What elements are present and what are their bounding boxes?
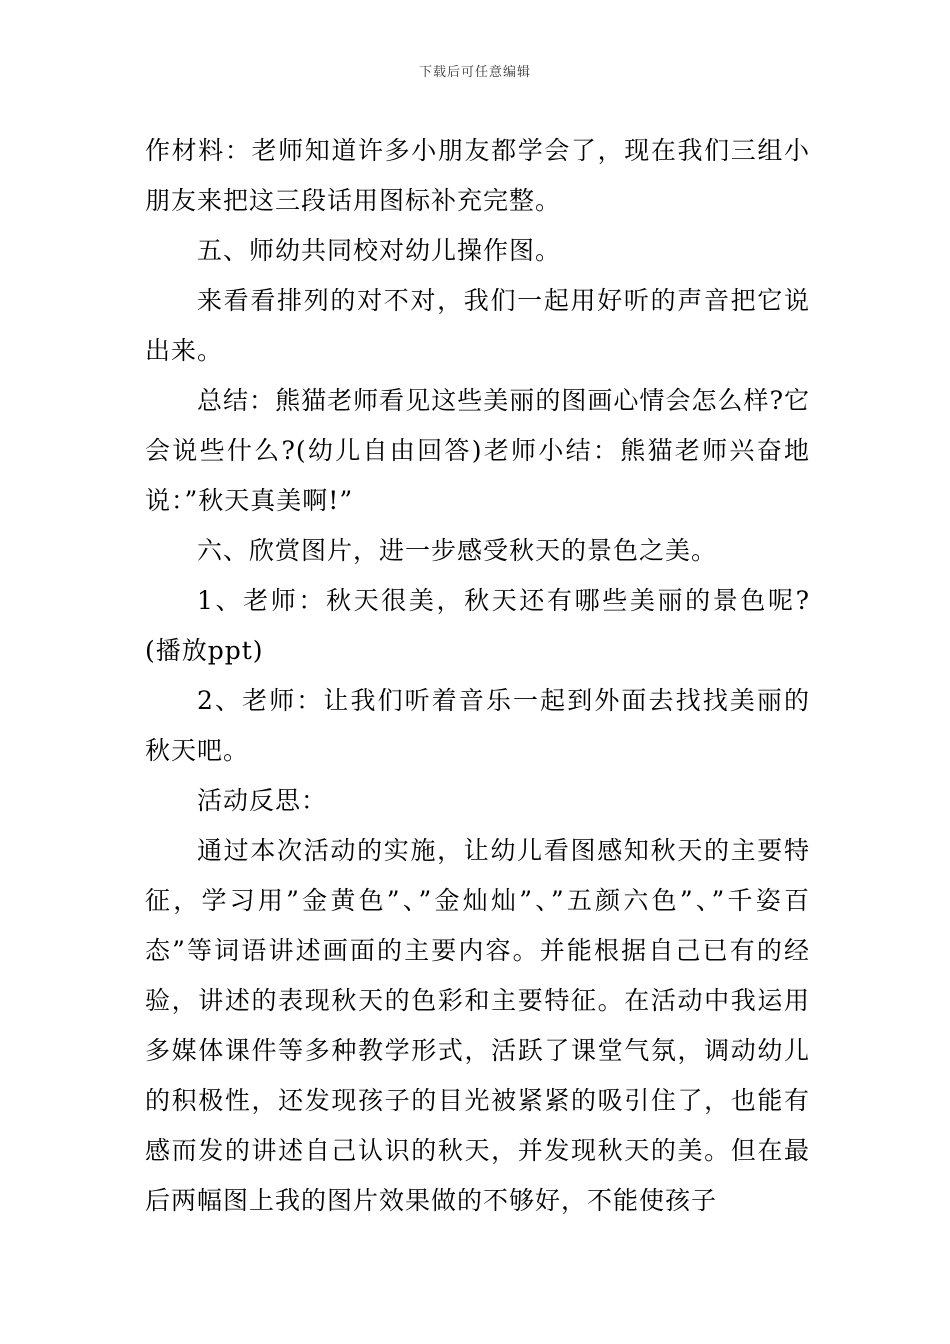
- paragraph-7: 2、老师：让我们听着音乐一起到外面去找找美丽的秋天吧。: [145, 686, 810, 765]
- paragraph-6: 1、老师：秋天很美，秋天还有哪些美丽的景色呢?(播放ppt): [145, 586, 810, 665]
- paragraph-1: 作材料：老师知道许多小朋友都学会了，现在我们三组小朋友来把这三段话用图标补充完整。: [145, 136, 810, 215]
- paragraph-2: 五、师幼共同校对幼儿操作图。: [197, 236, 562, 265]
- paragraph-4: 总结：熊猫老师看见这些美丽的图画心情会怎么样?它会说些什么?(幼儿自由回答)老师小结：熊猫老师兴奋地说：”秋天真美啊!”: [145, 386, 810, 515]
- document-body: [145, 126, 810, 1226]
- paragraph-5: 六、欣赏图片，进一步感受秋天的景色之美。: [197, 536, 718, 565]
- paragraph-3: 来看看排列的对不对，我们一起用好听的声音把它说出来。: [145, 286, 810, 365]
- paragraph-8: 活动反思：: [197, 786, 328, 815]
- page-header-note: 下载后可任意编辑: [418, 65, 531, 80]
- paragraph-9: 通过本次活动的实施，让幼儿看图感知秋天的主要特征，学习用”金黄色”、”金灿灿”、”五颜六色”、”千姿百态”等词语讲述画面的主要内容。并能根据自己已有的经验，讲述的表现秋天的色彩和主要特征。在活动中我运用多媒体课件等多种教学形式，活跃了课堂气氛，调动幼儿的积极性，还发现孩子的目光被紧紧的吸引住了，也能有感而发的讲述自己认识的秋天，并发现秋天的美。但在最后两幅图上我的图片效果做的不够好，不能使孩子: [145, 836, 810, 1215]
